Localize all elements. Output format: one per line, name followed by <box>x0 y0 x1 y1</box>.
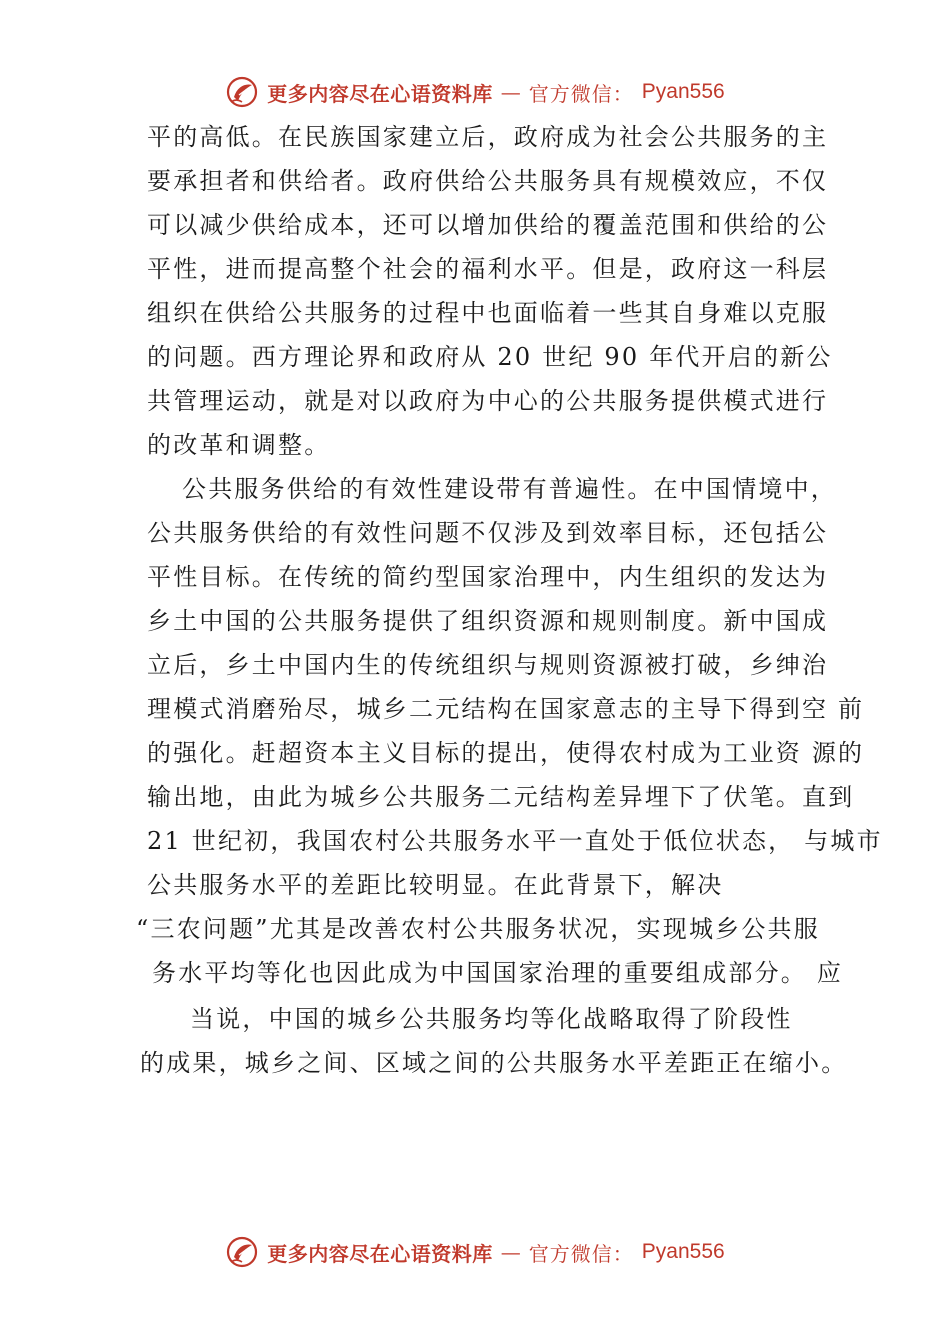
watermark-separator: — <box>500 1240 521 1264</box>
body-line: 务水平均等化也因此成为中国国家治理的重要组成部分。 应 <box>152 959 844 987</box>
body-line: 公共服务供给的有效性问题不仅涉及到效率目标，还包括公 <box>147 519 829 547</box>
body-line: 组织在供给公共服务的过程中也面临着一些其自身难以克服 <box>147 299 829 327</box>
body-line: 21 世纪初，我国农村公共服务水平一直处于低位状态， 与城市 <box>147 827 883 855</box>
body-line: 立后，乡土中国内生的传统组织与规则资源被打破，乡绅治 <box>147 651 829 679</box>
body-line: 乡土中国的公共服务提供了组织资源和规则制度。新中国成 <box>147 607 829 635</box>
watermark-wechat-label: 官方微信： <box>528 81 634 106</box>
body-line: 平性，进而提高整个社会的福利水平。但是，政府这一科层 <box>147 255 829 283</box>
body-line: 理模式消磨殆尽，城乡二元结构在国家意志的主导下得到空 前 <box>147 695 865 723</box>
body-line: 共管理运动，就是对以政府为中心的公共服务提供模式进行 <box>147 387 829 415</box>
body-line: 的问题。西方理论界和政府从 20 世纪 90 年代开启的新公 <box>147 343 833 371</box>
body-line: 公共服务水平的差距比较明显。在此背景下，解决 <box>147 871 724 899</box>
watermark-separator: — <box>500 80 521 104</box>
body-line: 可以减少供给成本，还可以增加供给的覆盖范围和供给的公 <box>147 211 829 239</box>
body-line: 公共服务供给的有效性建设带有普遍性。在中国情境中， <box>182 475 837 503</box>
watermark-wechat-id: Pyan556 <box>641 1240 725 1263</box>
body-line: 当说，中国的城乡公共服务均等化战略取得了阶段性 <box>190 1005 793 1033</box>
watermark-title: 更多内容尽在心语资料库 <box>267 81 493 106</box>
watermark-wechat-id: Pyan556 <box>641 80 725 103</box>
footer-watermark <box>0 1230 950 1274</box>
body-line: 的成果，城乡之间、区域之间的公共服务水平差距正在缩小。 <box>140 1049 848 1077</box>
body-line: 的强化。赶超资本主义目标的提出，使得农村成为工业资 源的 <box>147 739 865 767</box>
watermark-wechat-label: 官方微信： <box>528 1241 634 1266</box>
body-line: 要承担者和供给者。政府供给公共服务具有规模效应，不仅 <box>147 167 829 195</box>
brand-logo-icon <box>225 1235 259 1269</box>
watermark-title: 更多内容尽在心语资料库 <box>267 1241 493 1266</box>
body-line: 平性目标。在传统的简约型国家治理中，内生组织的发达为 <box>147 563 829 591</box>
brand-logo-icon <box>225 75 259 109</box>
body-line: 平的高低。在民族国家建立后，政府成为社会公共服务的主 <box>147 123 829 151</box>
body-line: “三农问题”尤其是改善农村公共服务状况，实现城乡公共服 <box>136 915 820 943</box>
body-line: 输出地，由此为城乡公共服务二元结构差异埋下了伏笔。直到 <box>147 783 855 811</box>
body-line: 的改革和调整。 <box>147 431 331 459</box>
header-watermark <box>0 70 950 114</box>
